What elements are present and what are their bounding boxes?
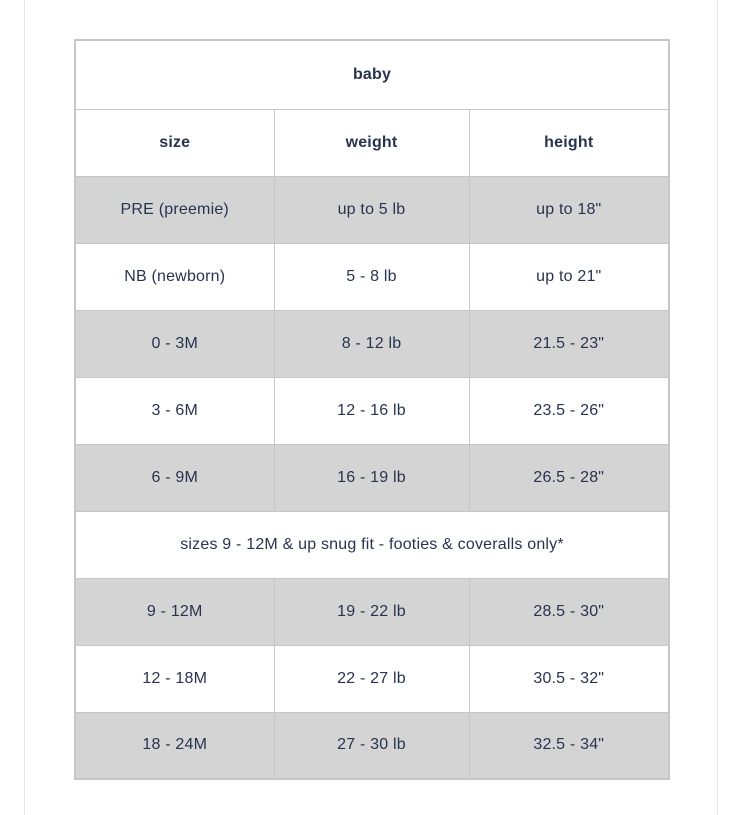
- weight-cell: 16 - 19 lb: [274, 444, 469, 511]
- size-cell: 18 - 24M: [75, 712, 274, 779]
- weight-cell: 5 - 8 lb: [274, 243, 469, 310]
- table-row: [75, 645, 669, 712]
- height-cell: 30.5 - 32": [469, 645, 669, 712]
- size-cell: 6 - 9M: [75, 444, 274, 511]
- table-row: [75, 578, 669, 645]
- weight-cell: up to 5 lb: [274, 176, 469, 243]
- table-row: [75, 243, 669, 310]
- size-cell: 12 - 18M: [75, 645, 274, 712]
- table-body: [75, 176, 669, 779]
- height-cell: 32.5 - 34": [469, 712, 669, 779]
- weight-cell: 19 - 22 lb: [274, 578, 469, 645]
- note-cell: sizes 9 - 12M & up snug fit - footies & coveralls only*: [75, 511, 669, 578]
- weight-cell: 8 - 12 lb: [274, 310, 469, 377]
- table-row: [75, 310, 669, 377]
- content-column: [24, 0, 718, 815]
- height-cell: 28.5 - 30": [469, 578, 669, 645]
- baby-size-chart-table: [74, 39, 670, 780]
- table-row: [75, 444, 669, 511]
- height-cell: 21.5 - 23": [469, 310, 669, 377]
- note-row: [75, 511, 669, 578]
- weight-cell: 27 - 30 lb: [274, 712, 469, 779]
- size-cell: 0 - 3M: [75, 310, 274, 377]
- table-row: [75, 377, 669, 444]
- table-title: baby: [75, 40, 669, 109]
- column-header-height: height: [469, 109, 669, 176]
- height-cell: 23.5 - 26": [469, 377, 669, 444]
- height-cell: up to 21": [469, 243, 669, 310]
- size-cell: NB (newborn): [75, 243, 274, 310]
- column-header-weight: weight: [274, 109, 469, 176]
- size-cell: 3 - 6M: [75, 377, 274, 444]
- height-cell: up to 18": [469, 176, 669, 243]
- table-title-row: [75, 40, 669, 109]
- table-row: [75, 712, 669, 779]
- weight-cell: 22 - 27 lb: [274, 645, 469, 712]
- column-header-size: size: [75, 109, 274, 176]
- table-row: [75, 176, 669, 243]
- size-cell: PRE (preemie): [75, 176, 274, 243]
- table-header-row: [75, 109, 669, 176]
- weight-cell: 12 - 16 lb: [274, 377, 469, 444]
- size-cell: 9 - 12M: [75, 578, 274, 645]
- height-cell: 26.5 - 28": [469, 444, 669, 511]
